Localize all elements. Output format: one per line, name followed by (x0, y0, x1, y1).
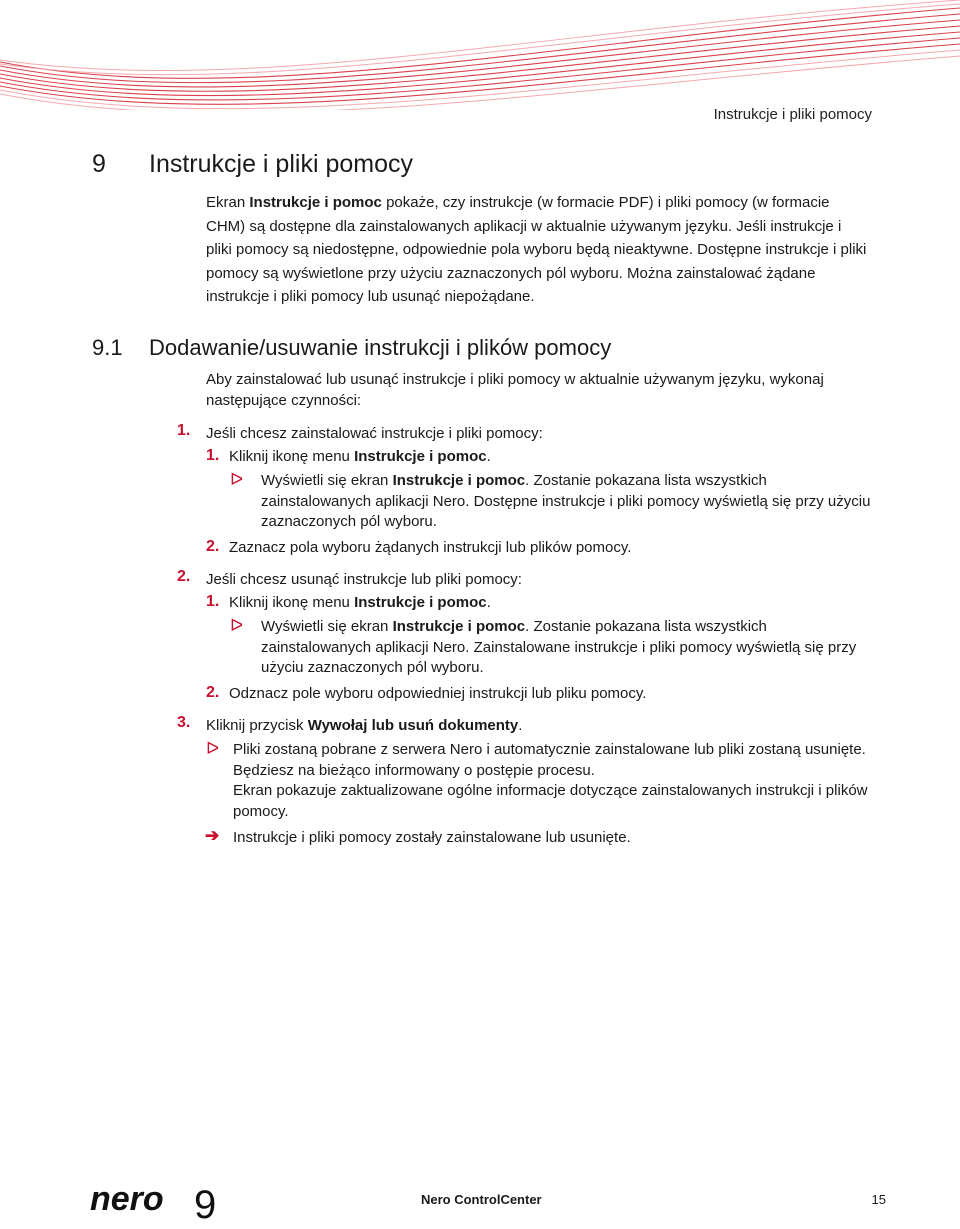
step-text: Jeśli chcesz usunąć instrukcje lub pliki pomocy: (206, 571, 522, 588)
chapter-number: 9 (92, 150, 106, 178)
substep-marker: 2. (206, 684, 220, 701)
substep-marker: 1. (206, 447, 220, 464)
substep-marker: 1. (206, 593, 220, 610)
section-heading (92, 335, 611, 361)
result-text: Wyświetli się ekran Instrukcje i pomoc. Zostanie pokazana lista wszystkich zainstalowanych aplikacji Nero. Zainstalowane instrukcje i pliki pomocy wyświetlą się przy użyciu zaznaczonych pól wyboru. (261, 618, 857, 676)
result-arrow-icon: ᐅ (230, 470, 244, 489)
step-text: Jeśli chcesz zainstalować instrukcje i pliki pomocy: (206, 425, 543, 442)
nero-logo (90, 1180, 230, 1229)
step-text: Kliknij przycisk Wywołaj lub usuń dokumenty. (206, 717, 523, 734)
step-marker: 1. (177, 422, 191, 439)
step-marker: 3. (177, 714, 191, 731)
substep-text: Zaznacz pola wyboru żądanych instrukcji lub plików pomocy. (229, 539, 632, 556)
substep-marker: 2. (206, 538, 220, 555)
substep-text: Kliknij ikonę menu Instrukcje i pomoc. (229, 594, 491, 611)
substep-text: Kliknij ikonę menu Instrukcje i pomoc. (229, 448, 491, 465)
header-wave-graphic (0, 0, 960, 110)
section-number: 9.1 (92, 335, 123, 360)
chapter-heading (92, 150, 413, 179)
final-result-arrow-icon: ➔ (205, 826, 220, 845)
ui-name-bold: Instrukcje i pomoc (249, 194, 382, 211)
logo-text: nero (90, 1180, 164, 1218)
result-arrow-icon: ᐅ (230, 616, 244, 635)
running-header: Instrukcje i pliki pomocy (713, 106, 872, 123)
section-title: Dodawanie/usuwanie instrukcji i plików pomocy (149, 335, 612, 360)
substep-text: Odznacz pole wyboru odpowiedniej instrukcji lub pliku pomocy. (229, 685, 647, 702)
page-number: 15 (871, 1192, 886, 1207)
chapter-intro-paragraph: Ekran Instrukcje i pomoc pokaże, czy instrukcje (w formacie PDF) i pliki pomocy (w formacie CHM) są dostępne dla zainstalowanych aplikacji w aktualnie używanym języku. Jeśli instrukcje i pliki pomocy są niedostępne, odpowiednie pola wyboru będą nieaktywne. Dostępne instrukcje i pliki pomocy są wyświetlone przy użyciu zaznaczonych pól wyboru. Można zainstalować żądane instrukcje i pliki pomocy lub usunąć niepożądane. (206, 194, 867, 306)
result-text: Wyświetli się ekran Instrukcje i pomoc. Zostanie pokazana lista wszystkich zainstalowanych aplikacji Nero. Dostępne instrukcje i pliki pomocy wyświetlą się przy użyciu zaznaczonych pól wyboru. (261, 472, 871, 530)
section-intro-paragraph: Aby zainstalować lub usunąć instrukcje i pliki pomocy w aktualnie używanym języku, wykonaj następujące czynności: (206, 371, 824, 409)
result-arrow-icon: ᐅ (206, 739, 220, 758)
footer-product-name: Nero ControlCenter (421, 1192, 542, 1207)
result-text: Pliki zostaną pobrane z serwera Nero i automatycznie zainstalowane lub pliki zostaną usunięte. Będziesz na bieżąco informowany o postępie procesu. Ekran pokazuje zaktualizowane ogólne informacje dotyczące zainstalowanych instrukcji i plików pomocy. (233, 741, 868, 820)
chapter-title: Instrukcje i pliki pomocy (149, 150, 413, 178)
final-result-text: Instrukcje i pliki pomocy zostały zainstalowane lub usunięte. (233, 829, 631, 846)
step-marker: 2. (177, 568, 191, 585)
logo-digit: 9 (194, 1183, 217, 1224)
